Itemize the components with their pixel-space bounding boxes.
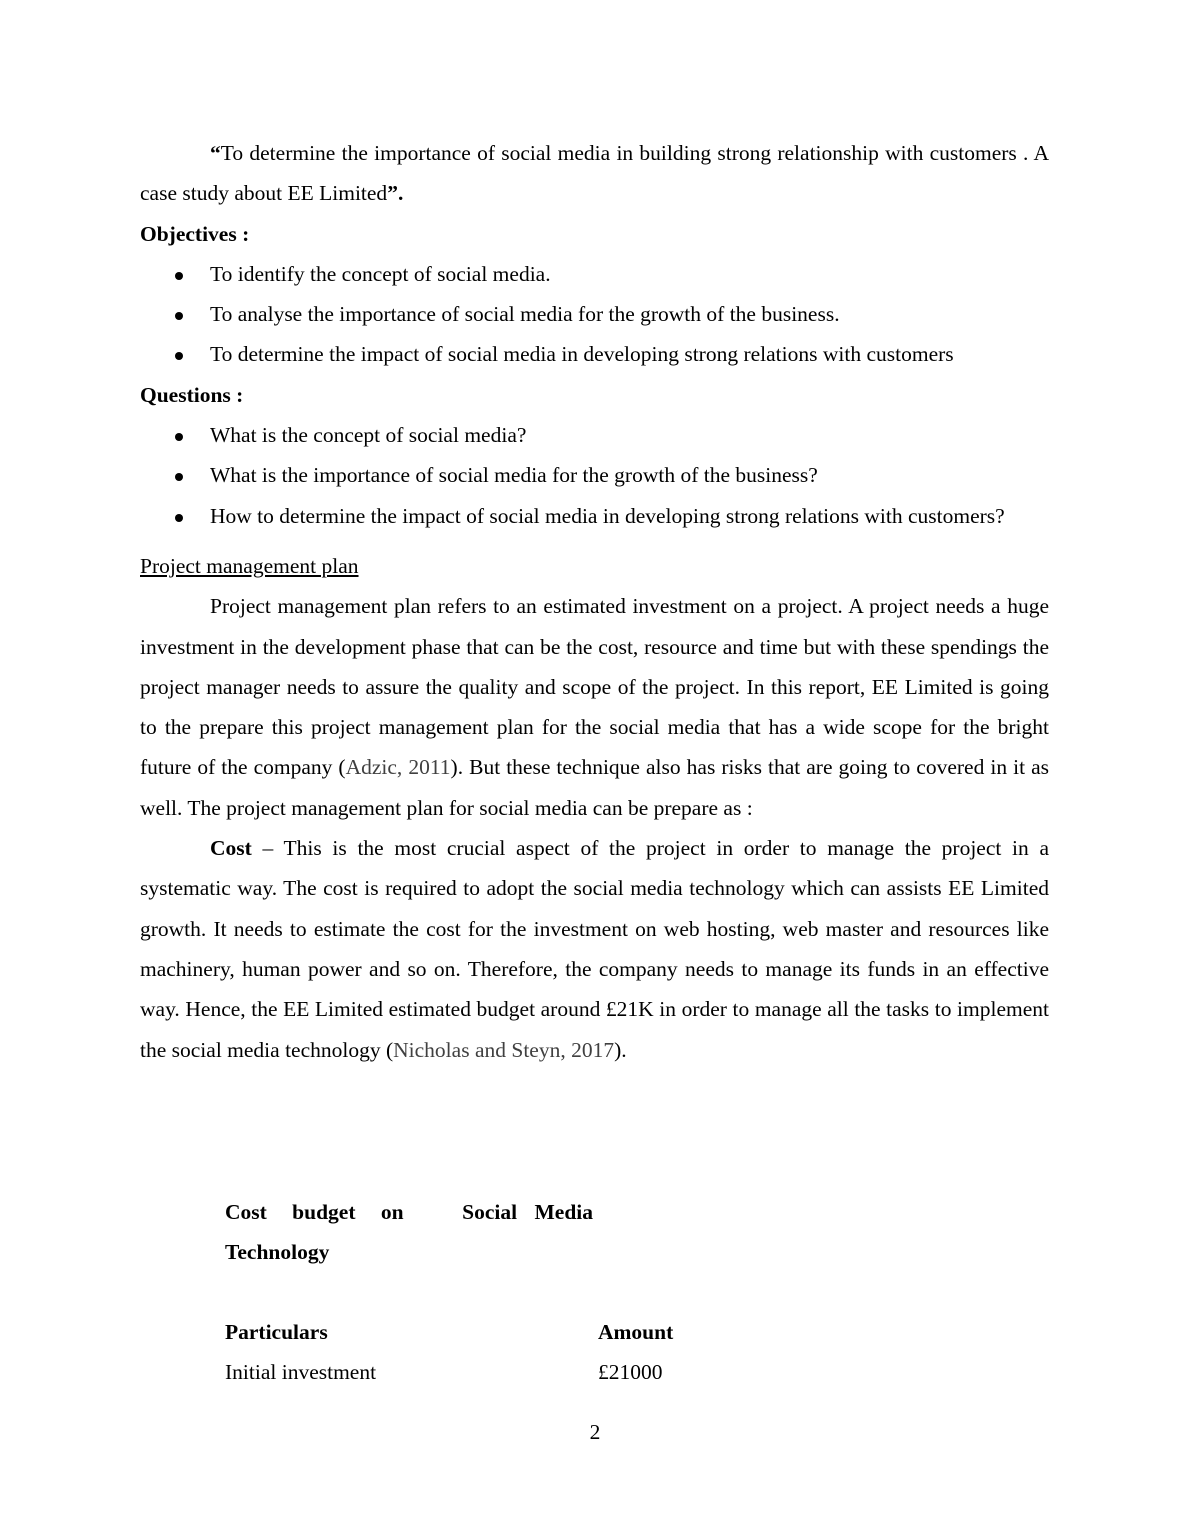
open-quote: “ [210, 141, 221, 165]
bullet-icon [175, 433, 183, 441]
cost-paragraph: Cost – This is the most crucial aspect of the project in order to manage the project in a systematic way. The cost is required to adopt the social media technology which can assists EE Limited growth. It needs to estimate the cost for the investment on web hosting, web master and resources like machinery, human power and so on. Therefore, the company needs to manage its funds in an effective way. Hence, the EE Limited estimated budget around £21K in order to manage all the tasks to implement the social media technology (Nicholas and Steyn, 2017). [140, 836, 1049, 1062]
questions-list [140, 415, 1049, 536]
objectives-list [140, 254, 1049, 375]
list-item: To identify the concept of social media. [140, 254, 1049, 294]
bullet-icon [175, 473, 183, 481]
column-header-amount: Amount [598, 1320, 674, 1344]
bullet-icon [175, 312, 183, 320]
list-item: To determine the impact of social media in developing strong relations with customers [140, 334, 1049, 374]
research-aim [140, 133, 1049, 214]
aim-text: To determine the importance of social media in building strong relationship with customers . A case study about EE Limited [140, 141, 1049, 206]
column-header-particulars: Particulars [225, 1320, 328, 1344]
list-item: How to determine the impact of social media in developing strong relations with customers? [140, 496, 1049, 536]
section-title: Project management plan [140, 553, 359, 578]
body-content [140, 133, 1049, 1070]
cell-amount: £21000 [598, 1360, 663, 1385]
table-row [225, 1352, 725, 1392]
bullet-icon [175, 514, 183, 522]
citation: Nicholas and Steyn, 2017 [393, 1037, 615, 1062]
cell-particulars: Initial investment [225, 1360, 377, 1385]
budget-table [225, 1312, 725, 1393]
table-header-row [225, 1312, 725, 1352]
bullet-icon [175, 272, 183, 280]
citation: Adzic, 2011 [345, 755, 451, 780]
page-number: 2 [589, 1420, 601, 1444]
list-item: What is the concept of social media? [140, 415, 1049, 455]
objectives-heading: Objectives : [140, 221, 250, 246]
close-quote: ”. [387, 181, 404, 206]
list-item: What is the importance of social media for the growth of the business? [140, 455, 1049, 495]
budget-table-title: Cost budget on Social Media Technology [225, 1200, 593, 1265]
questions-heading: Questions : [140, 382, 244, 407]
plan-paragraph: Project management plan refers to an estimated investment on a project. A project needs a huge investment in the development phase that can be the cost, resource and time but with these spendings the project manager needs to assure the quality and scope of the project. In this report, EE Limited is going to the prepare this project management plan for the social media that has a wide scope for the bright future of the company (Adzic, 2011). But these technique also has risks that are going to covered in it as well. The project management plan for social media can be prepare as : [140, 594, 1049, 820]
cost-label: Cost [210, 836, 252, 861]
bullet-icon [175, 352, 183, 360]
list-item: To analyse the importance of social media for the growth of the business. [140, 294, 1049, 334]
